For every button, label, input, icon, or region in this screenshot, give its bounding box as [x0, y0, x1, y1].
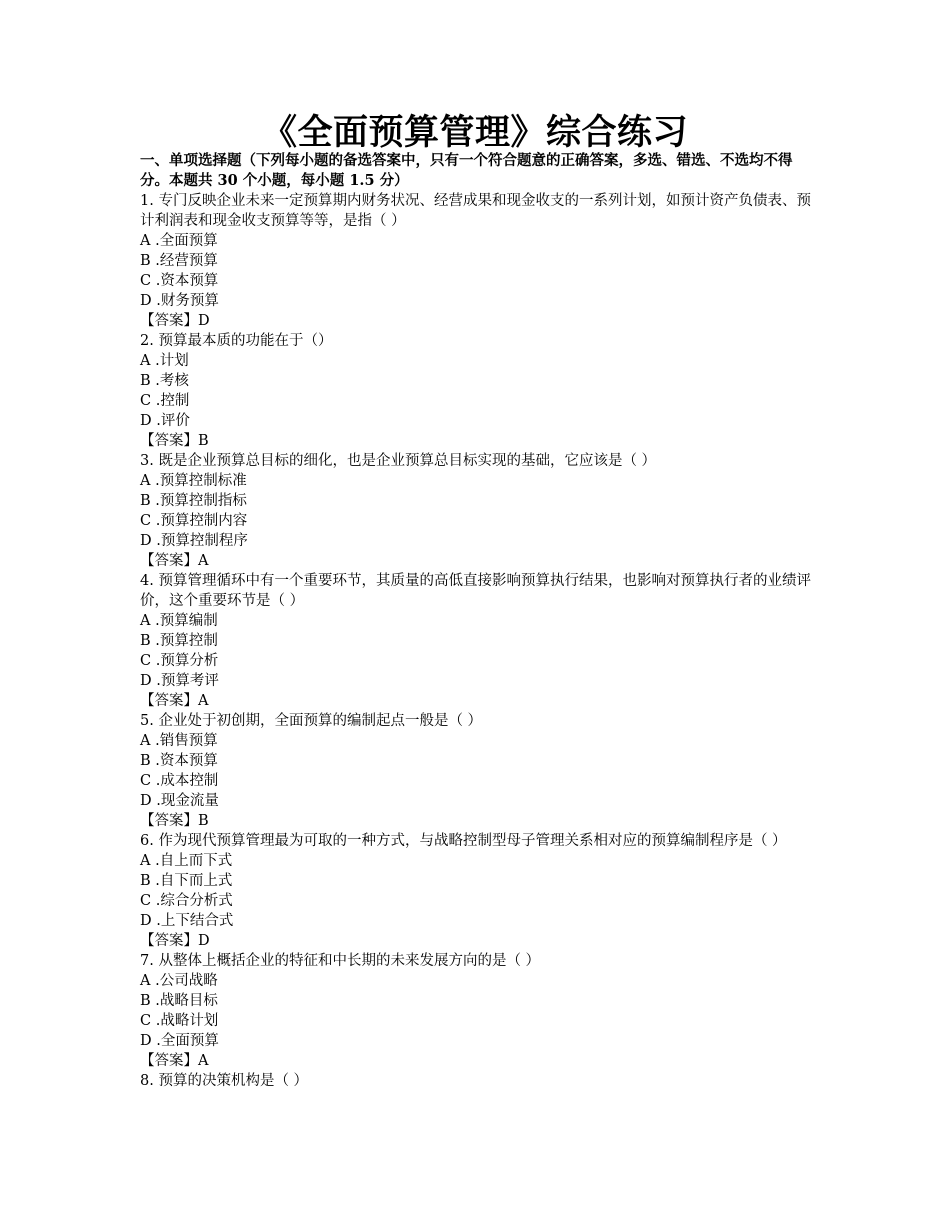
- option-c: C .预算分析: [140, 653, 219, 669]
- question-5: [140, 711, 812, 831]
- option-b: B .自下而上式: [140, 873, 233, 889]
- question-stem: 6. 作为现代预算管理最为可取的一种方式，与战略控制型母子管理关系相对应的预算编制程序是（ ）: [140, 833, 787, 849]
- question-6: [140, 831, 812, 951]
- option-c: C .预算控制内容: [140, 513, 248, 529]
- option-c: C .综合分析式: [140, 893, 233, 909]
- question-4: [140, 571, 812, 711]
- option-c: C .成本控制: [140, 773, 219, 789]
- question-stem: 7. 从整体上概括企业的特征和中长期的未来发展方向的是（ ）: [140, 953, 541, 969]
- question-stem: 8. 预算的决策机构是（ ）: [140, 1073, 309, 1089]
- answer-line: 【答案】D: [140, 933, 210, 949]
- question-1: [140, 191, 812, 331]
- option-d: D .评价: [140, 413, 190, 429]
- option-a: A .计划: [140, 353, 189, 369]
- option-b: B .预算控制: [140, 633, 218, 649]
- question-3: [140, 451, 812, 571]
- question-stem: 1. 专门反映企业未来一定预算期内财务状况、经营成果和现金收支的一系列计划，如预计资产负债表、预计利润表和现金收支预算等等，是指（ ）: [140, 193, 811, 229]
- question-stem: 3. 既是企业预算总目标的细化，也是企业预算总目标实现的基础，它应该是（ ）: [140, 453, 657, 469]
- option-d: D .财务预算: [140, 293, 219, 309]
- option-d: D .预算考评: [140, 673, 219, 689]
- option-b: B .考核: [140, 373, 189, 389]
- section-header: 一、单项选择题（下列每小题的备选答案中，只有一个符合题意的正确答案，多选、错选、不选均不得分。本题共 30 个小题，每小题 1.5 分）: [140, 152, 793, 189]
- option-c: C .控制: [140, 393, 190, 409]
- question-stem: 4. 预算管理循环中有一个重要环节，其质量的高低直接影响预算执行结果，也影响对预算执行者的业绩评价，这个重要环节是（ ）: [140, 573, 811, 609]
- document-content: [140, 151, 812, 1091]
- answer-line: 【答案】A: [140, 1053, 209, 1069]
- answer-line: 【答案】B: [140, 813, 209, 829]
- answer-line: 【答案】A: [140, 693, 209, 709]
- option-d: D .上下结合式: [140, 913, 234, 929]
- answer-line: 【答案】B: [140, 433, 209, 449]
- option-c: C .资本预算: [140, 273, 219, 289]
- option-a: A .预算编制: [140, 613, 218, 629]
- option-b: B .经营预算: [140, 253, 218, 269]
- option-c: C .战略计划: [140, 1013, 219, 1029]
- question-stem: 5. 企业处于初创期，全面预算的编制起点一般是（ ）: [140, 713, 483, 729]
- question-7: [140, 951, 812, 1071]
- option-a: A .自上而下式: [140, 853, 233, 869]
- question-2: [140, 331, 812, 451]
- option-a: A .预算控制标准: [140, 473, 247, 489]
- option-d: D .现金流量: [140, 793, 219, 809]
- option-b: B .预算控制指标: [140, 493, 247, 509]
- answer-line: 【答案】A: [140, 553, 209, 569]
- option-a: A .公司战略: [140, 973, 218, 989]
- option-a: A .销售预算: [140, 733, 218, 749]
- question-8: [140, 1071, 812, 1091]
- option-b: B .资本预算: [140, 753, 218, 769]
- question-stem: 2. 预算最本质的功能在于（）: [140, 333, 333, 349]
- option-b: B .战略目标: [140, 993, 218, 1009]
- document-title: 《全面预算管理》综合练习: [261, 112, 688, 153]
- option-a: A .全面预算: [140, 233, 218, 249]
- option-d: D .预算控制程序: [140, 533, 248, 549]
- option-d: D .全面预算: [140, 1033, 219, 1049]
- answer-line: 【答案】D: [140, 313, 210, 329]
